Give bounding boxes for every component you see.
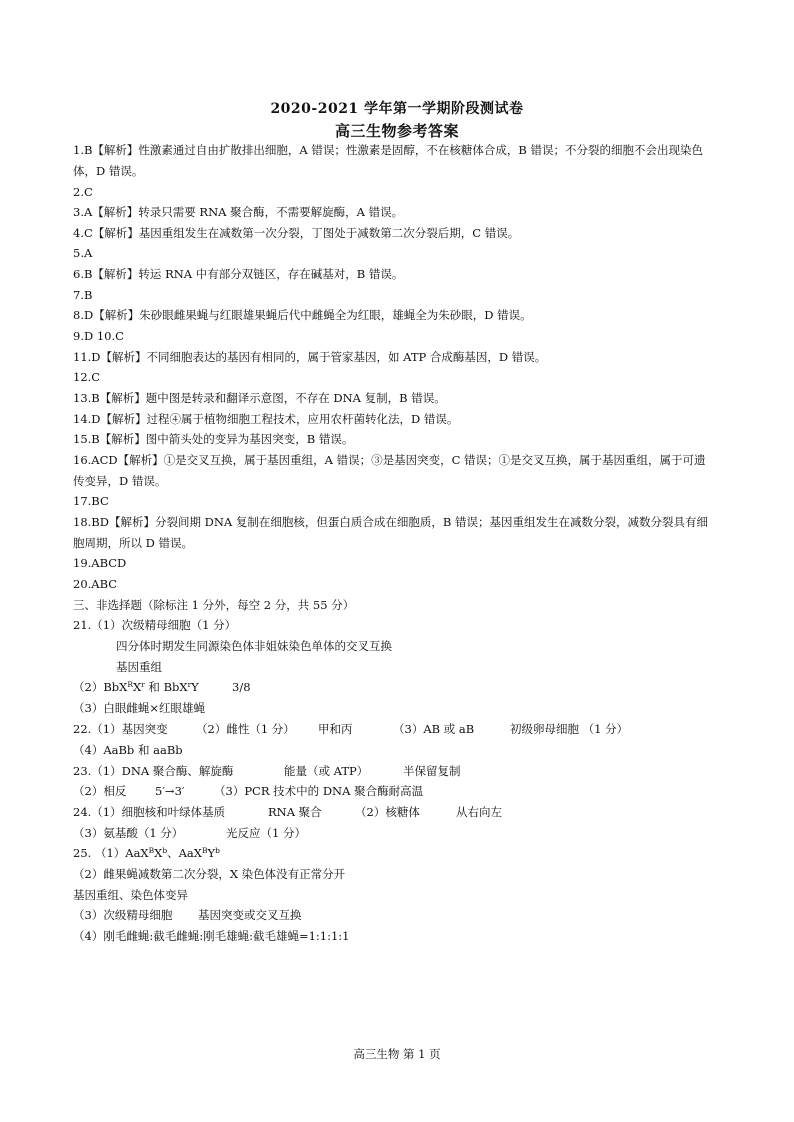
q22-part-4: （3）AB 或 aB	[393, 722, 475, 736]
answer-12: 12.C	[73, 370, 101, 384]
q21-sup-3: r	[187, 680, 192, 689]
answer-1-line-1: 1.B【解析】性激素通过自由扩散排出细胞，A 错误；性激素是固醇，不在核糖体合成，B 错误；不分裂的细胞不会出现染色	[73, 143, 703, 157]
q25-genotype-prefix: 25. （1）AaX	[73, 846, 149, 860]
q21-genotype-mid-2: 和 BbX	[144, 680, 188, 694]
q21-genotype-prefix: （2）BbX	[73, 680, 128, 694]
answer-5: 5.A	[73, 246, 93, 260]
answer-7: 7.B	[73, 288, 93, 302]
answer-16-line-1: 16.ACD【解析】①是交叉互换，属于基因重组，A 错误；③是基因突变，C 错误；①是交叉互换，属于基因重组，属于可遗	[73, 453, 706, 467]
q22-part-2: （2）雌性（1 分）	[196, 722, 295, 736]
q21-line-3: 基因重组	[116, 660, 162, 674]
q25-sup-4: b	[215, 846, 220, 855]
q23-part-2: 能量（或 ATP）	[284, 764, 369, 778]
q25-line-1	[73, 846, 733, 860]
q25-genotype-mid-1: X	[154, 846, 163, 860]
q21-line-1: 21.（1）次级精母细胞（1 分）	[73, 618, 237, 632]
q24-part-4: 从右向左	[456, 805, 502, 819]
answer-16-line-2: 传变异，D 错误。	[73, 474, 167, 488]
q23-part-3: 半保留复制	[403, 764, 461, 778]
section-3-heading: 三、非选择题（除标注 1 分外，每空 2 分，共 55 分）	[73, 598, 355, 612]
answer-18-line-2: 胞周期，所以 D 错误。	[73, 536, 194, 550]
answer-3: 3.A【解析】转录只需要 RNA 聚合酶，不需要解旋酶，A 错误。	[73, 205, 404, 219]
q21-ratio: 3/8	[232, 680, 251, 694]
q25-line-4a: （3）次级精母细胞	[73, 908, 173, 922]
q21-sup-2: r	[141, 680, 145, 689]
answer-6: 6.B【解析】转运 RNA 中有部分双链区，存在碱基对，B 错误。	[73, 267, 404, 281]
q23-part-1: 23.（1）DNA 聚合酶、解旋酶	[73, 764, 234, 778]
q25-sup-2: b	[162, 846, 168, 855]
q25-line-3: 基因重组、染色体变异	[73, 888, 188, 902]
q25-line-5: （4）刚毛雌蝇:截毛雌蝇:刚毛雄蝇:截毛雄蝇=1:1:1:1	[73, 929, 350, 943]
document-title: 2020-2021 学年第一学期阶段测试卷	[270, 101, 524, 117]
answer-1-line-2: 体，D 错误。	[73, 164, 144, 178]
q24-line-2a: （3）氨基酸（1 分）	[73, 826, 184, 840]
answer-11: 11.D【解析】不同细胞表达的基因有相同的，属于管家基因，如 ATP 合成酶基因，D 错误。	[73, 350, 547, 364]
q22-part-5: 初级卵母细胞 （1 分）	[510, 722, 629, 736]
q25-sup-1: B	[148, 846, 155, 855]
q25-sup-3: B	[201, 846, 208, 855]
answer-14: 14.D【解析】过程④属于植物细胞工程技术，应用农杆菌转化法，D 错误。	[73, 412, 459, 426]
q23-line-2b: 5′→3′	[155, 784, 185, 798]
q21-genotype-end: Y	[191, 680, 199, 694]
answer-8: 8.D【解析】朱砂眼雌果蝇与红眼雄果蝇后代中雌蝇全为红眼，雄蝇全为朱砂眼，D 错误。	[73, 308, 532, 322]
document-subtitle: 高三生物参考答案	[334, 122, 459, 140]
q24-part-2: RNA 聚合	[268, 805, 322, 819]
q23-line-2a: （2）相反	[73, 784, 127, 798]
q22-line-2: （4）AaBb 和 aaBb	[73, 743, 183, 757]
q25-line-2: （2）雌果蝇减数第二次分裂，X 染色体没有正常分开	[73, 867, 346, 881]
q21-line-2: 四分体时期发生同源染色体非姐妹染色单体的交叉互换	[116, 639, 392, 653]
answer-19: 19.ABCD	[73, 556, 127, 570]
q25-genotype-mid-2: 、AaX	[167, 846, 202, 860]
q25-line-4b: 基因突变或交叉互换	[198, 908, 302, 922]
q25-genotype-mid-3: Y	[207, 846, 216, 860]
q21-line-4	[73, 680, 733, 694]
page-footer: 高三生物 第 1 页	[353, 1047, 441, 1061]
q21-sup-1: R	[127, 680, 133, 689]
answer-2: 2.C	[73, 185, 93, 199]
answer-17: 17.BC	[73, 494, 109, 508]
answer-20: 20.ABC	[73, 577, 118, 591]
q24-part-3: （2）核糖体	[355, 805, 420, 819]
q21-genotype-mid-1: X	[132, 680, 142, 694]
answer-13: 13.B【解析】题中图是转录和翻译示意图，不存在 DNA 复制，B 错误。	[73, 391, 446, 405]
q23-line-2c: （3）PCR 技术中的 DNA 聚合酶耐高温	[214, 784, 424, 798]
q24-part-1: 24.（1）细胞核和叶绿体基质	[73, 805, 226, 819]
q21-line-5: （3）白眼雌蝇×红眼雄蝇	[73, 701, 205, 715]
answer-9-10: 9.D 10.C	[73, 329, 124, 343]
q22-part-3: 甲和丙	[318, 722, 353, 736]
answer-18-line-1: 18.BD【解析】分裂间期 DNA 复制在细胞核，但蛋白质合成在细胞质，B 错误；基因重组发生在减数分裂，减数分裂具有细	[73, 515, 708, 529]
q24-line-2b: 光反应（1 分）	[226, 826, 306, 840]
answer-15: 15.B【解析】图中箭头处的变异为基因突变，B 错误。	[73, 432, 354, 446]
q22-part-1: 22.（1）基因突变	[73, 722, 168, 736]
answer-4: 4.C【解析】基因重组发生在减数第一次分裂，丁图处于减数第二次分裂后期，C 错误。	[73, 226, 520, 240]
